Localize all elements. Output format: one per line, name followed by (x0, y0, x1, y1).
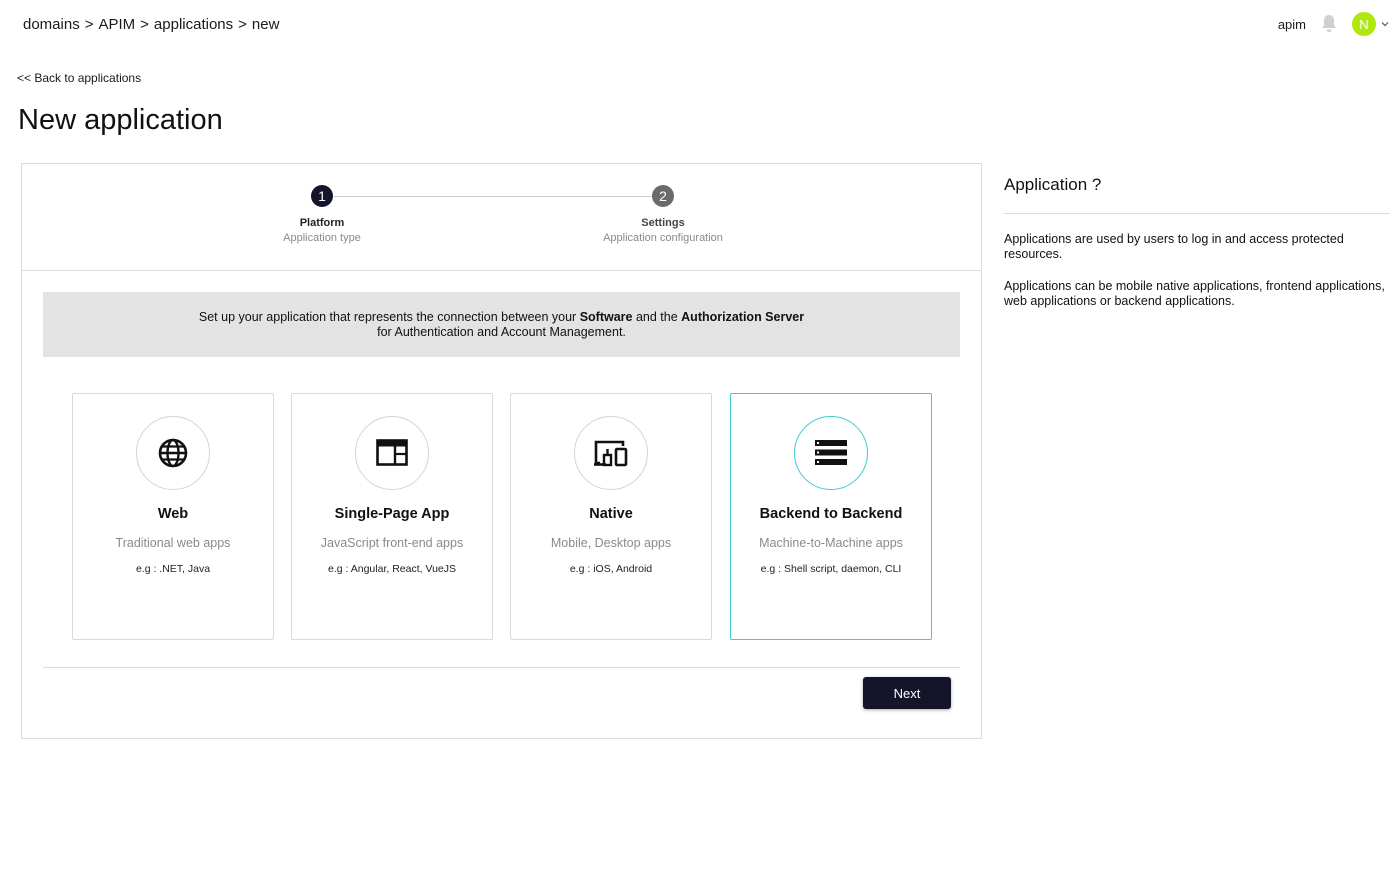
option-title: Single-Page App (334, 506, 450, 522)
step-settings[interactable] (563, 185, 763, 244)
banner-text-line2: for Authentication and Account Management. (377, 325, 626, 339)
option-native[interactable] (510, 393, 712, 640)
server-list-icon (815, 440, 847, 466)
browser-layout-icon (376, 439, 408, 467)
option-icon-circle (136, 416, 210, 490)
option-description: Machine-to-Machine apps (759, 536, 903, 550)
user-name: apim (1277, 16, 1306, 32)
breadcrumb (23, 16, 279, 33)
step-platform[interactable] (222, 185, 422, 244)
info-banner (43, 292, 960, 357)
option-title: Backend to Backend (759, 506, 903, 522)
help-sidebar (1004, 175, 1390, 309)
sidebar-paragraph: Applications are used by users to log in and access protected resources. (1004, 232, 1344, 261)
breadcrumb-separator: > (84, 16, 94, 33)
avatar[interactable]: N (1352, 12, 1376, 36)
banner-text: and the (632, 310, 682, 324)
option-backend-to-backend[interactable] (730, 393, 932, 640)
option-example: e.g : Shell script, daemon, CLI (760, 563, 902, 575)
option-web[interactable] (72, 393, 274, 640)
new-application-card (21, 163, 982, 739)
option-example: e.g : .NET, Java (135, 563, 211, 575)
step-number: 2 (652, 185, 674, 207)
breadcrumb-current: new (251, 16, 280, 33)
option-description: Traditional web apps (115, 536, 231, 550)
option-icon-circle (574, 416, 648, 490)
step-label: Platform (299, 217, 345, 229)
breadcrumb-separator: > (238, 16, 247, 33)
banner-text: Set up your application that represents the connection between your (198, 310, 580, 324)
stepper (22, 164, 981, 271)
step-label: Settings (641, 217, 685, 229)
option-description: JavaScript front-end apps (320, 536, 464, 550)
option-example: e.g : Angular, React, VueJS (327, 563, 457, 575)
chevron-down-icon[interactable] (1380, 19, 1390, 29)
breadcrumb-applications[interactable]: applications (153, 16, 234, 33)
back-to-applications-link[interactable]: << Back to applications (17, 71, 142, 85)
option-example: e.g : iOS, Android (569, 563, 653, 575)
footer-divider (43, 667, 960, 668)
step-sublabel: Application type (283, 232, 361, 244)
option-title: Web (157, 506, 189, 522)
next-button[interactable]: Next (863, 677, 951, 709)
application-type-options (72, 393, 932, 640)
sidebar-paragraph: Applications can be mobile native applications, frontend applications, web applications or backend applications. (1004, 279, 1385, 308)
breadcrumb-apim[interactable]: APIM (98, 16, 136, 33)
devices-icon (593, 438, 629, 468)
step-sublabel: Application configuration (603, 232, 723, 244)
step-number: 1 (311, 185, 333, 207)
option-single-page-app[interactable] (291, 393, 493, 640)
option-icon-circle (355, 416, 429, 490)
option-description: Mobile, Desktop apps (550, 536, 672, 550)
bell-icon[interactable] (1320, 14, 1338, 34)
option-title: Native (589, 506, 633, 522)
user-area (1278, 12, 1390, 36)
option-icon-circle (794, 416, 868, 490)
page-title: New application (18, 104, 223, 136)
sidebar-title: Application ? (1004, 175, 1390, 214)
top-bar (0, 0, 1400, 50)
globe-icon (157, 437, 189, 469)
breadcrumb-separator: > (140, 16, 149, 33)
breadcrumb-domains[interactable]: domains (23, 16, 80, 33)
banner-bold-software: Software (579, 310, 633, 324)
banner-bold-auth-server: Authorization Server (681, 310, 805, 324)
